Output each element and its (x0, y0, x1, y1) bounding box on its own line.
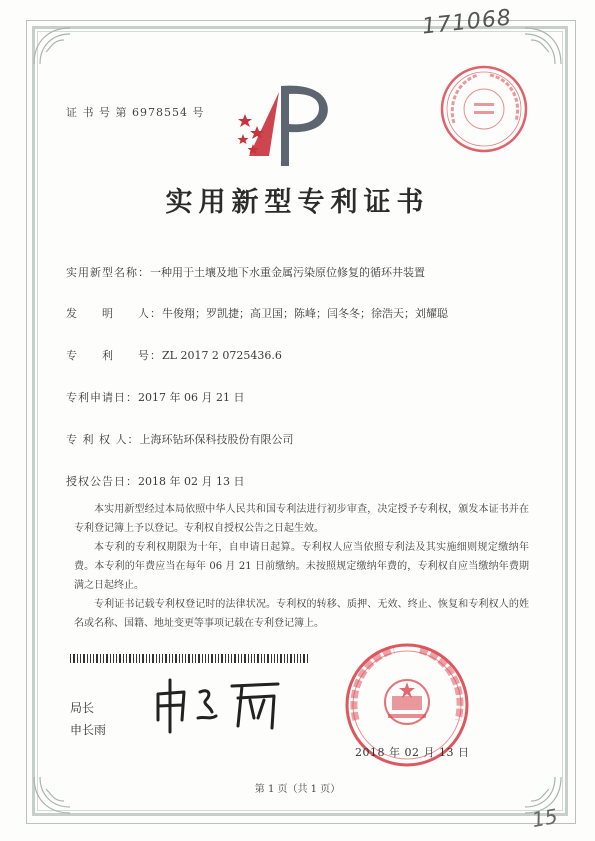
handwritten-page-mark: 15 (530, 803, 560, 833)
field-value: 2017 年 06 月 21 日 (138, 391, 245, 404)
body-paragraph: 本专利的专利权期限为十年，自申请日起算。专利权人应当依照专利法及其实施细则规定缴纳年费。本专利的年费应当在每年 06 月 21 日前缴纳。未按照规定缴纳年费的，专利权自应当缴纳年费期满之日起终止。 (74, 542, 529, 591)
certificate-body (74, 500, 529, 633)
body-paragraph: 本实用新型经过本局依照中华人民共和国专利法进行初步审查，决定授予专利权，颁发本证书并在专利登记簿上予以登记。专利权自授权公告之日起生效。 (74, 504, 529, 534)
handwritten-number: 171068 (420, 5, 514, 40)
field-patent-number (66, 347, 282, 363)
agency-seal (438, 63, 530, 155)
field-value: ZL 2017 2 0725436.6 (162, 349, 282, 362)
field-label: 专 利 号： (66, 349, 162, 362)
certificate-number: 证 书 号 第 6978554 号 (66, 106, 205, 119)
seal-date: 2018 年 02 月 13 日 (355, 746, 470, 759)
patent-office-logo (235, 82, 335, 170)
field-inventors (66, 305, 448, 321)
field-label: 专 利 权 人： (66, 433, 140, 446)
field-value: 2018 年 02 月 13 日 (138, 475, 245, 488)
barcode (70, 654, 310, 663)
field-label: 授权公告日： (66, 475, 138, 488)
signatory-name: 申长雨 (70, 723, 107, 737)
field-value: 一种用于土壤及地下水重金属污染原位修复的循环井装置 (150, 266, 425, 279)
field-label: 专利申请日： (66, 391, 138, 404)
field-utility-model-name (66, 264, 425, 280)
handwritten-signature (150, 670, 290, 740)
certificate-title: 实用新型专利证书 (165, 187, 430, 218)
field-value: 上海环钻环保科技股份有限公司 (139, 433, 294, 446)
page-number: 第 1 页（共 1 页） (254, 784, 341, 795)
field-application-date (66, 389, 244, 405)
field-label: 发 明 人： (66, 307, 162, 320)
field-value: 牛俊翔；罗凯捷；高卫国；陈峰；闫冬冬；徐浩天；刘耀聪 (162, 307, 448, 320)
field-label: 实用新型名称： (66, 266, 150, 279)
body-paragraph: 专利证书记载专利权登记时的法律状况。专利权的转移、质押、无效、终止、恢复和专利权人的姓名或名称、国籍、地址变更等事项记载在专利登记簿上。 (74, 599, 529, 629)
field-grant-date (66, 473, 244, 489)
signatory-title: 局长 (70, 701, 95, 715)
field-patentee (66, 431, 294, 447)
corner-ornament-top-left (30, 24, 76, 70)
